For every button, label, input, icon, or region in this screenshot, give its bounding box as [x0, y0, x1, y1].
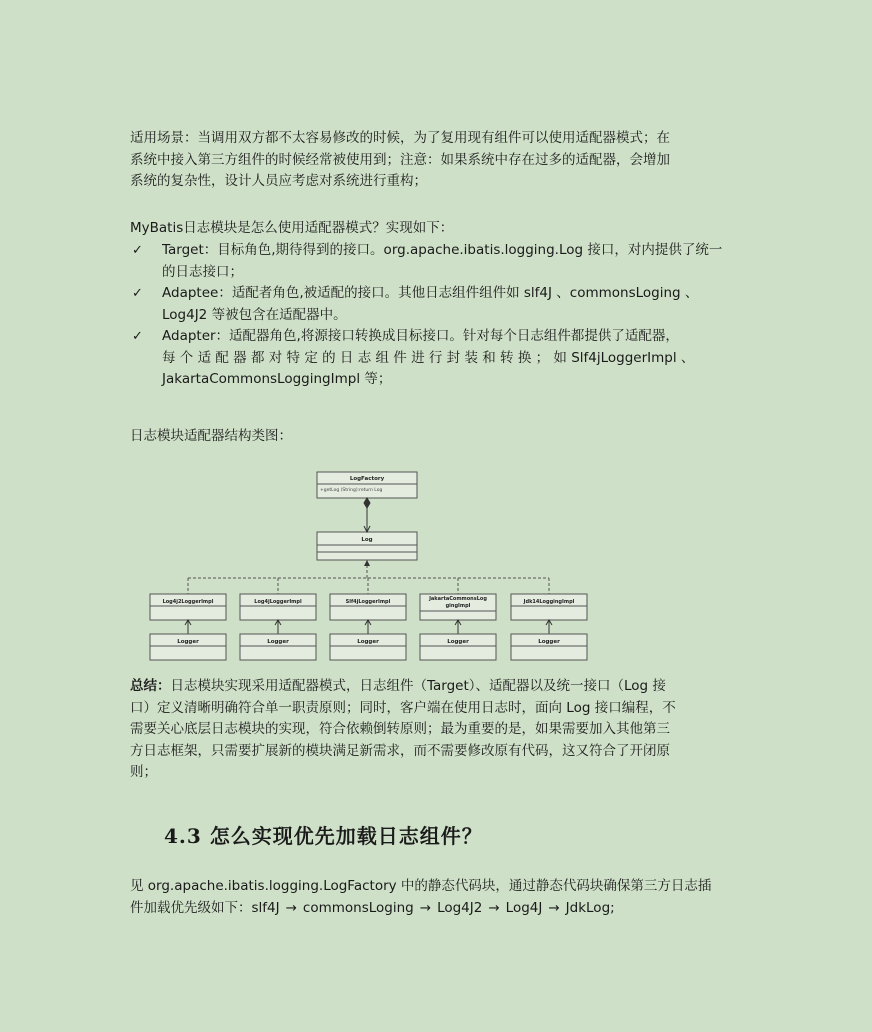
chain-item: JdkLog;: [565, 899, 615, 916]
check-icon: ✓: [132, 243, 143, 258]
logger-name: Logger: [447, 639, 469, 645]
intro-paragraph: [130, 128, 742, 193]
logger-name: Logger: [267, 639, 289, 645]
impl-name: Jdk14LoggingImpl: [523, 599, 575, 605]
logger-box: [150, 634, 226, 660]
bullet-line: Log4J2 等被包含在适配器中。: [162, 306, 347, 323]
chain-item: Log4J: [505, 899, 543, 916]
bullet-line: Adaptee：适配者角色,被适配的接口。其他日志组件组件如 slf4J 、commonsLoging 、: [162, 285, 699, 301]
priority-paragraph: [130, 876, 742, 919]
summary-line: 日志模块实现采用适配器模式，日志组件（Target）、适配器以及统一接口（Log 接: [170, 678, 666, 694]
arrow-right-icon: →: [548, 899, 560, 916]
summary-paragraph: [130, 676, 742, 784]
logfactory-method: +getLog (String):return Log: [320, 488, 383, 493]
bullet-line: JakartaCommonsLoggingImpl 等；: [162, 371, 392, 387]
chain-item: slf4J: [251, 899, 280, 916]
logger-name: Logger: [177, 639, 199, 645]
intro-line: 系统中接入第三方组件的时候经常被使用到；注意：如果系统中存在过多的适配器，会增加: [130, 151, 670, 168]
summary-line: 口）定义清晰明确符合单一职责原则；同时，客户端在使用日志时，面向 Log 接口编程，不: [130, 699, 676, 716]
diagram-caption: 日志模块适配器结构类图：: [130, 428, 292, 444]
logfactory-title: LogFactory: [349, 476, 385, 482]
section-heading: 4.3 怎么实现优先加载日志组件？: [164, 824, 483, 848]
class-diagram: [148, 468, 594, 664]
bullet-line: Adapter：适配器角色,将源接口转换成目标接口。针对每个日志组件都提供了适配器，: [162, 328, 679, 344]
intro-line: 适用场景：当调用双方都不太容易修改的时候，为了复用现有组件可以使用适配器模式；在: [130, 130, 670, 146]
logger-name: Logger: [538, 639, 560, 645]
chain-item: commonsLoging: [302, 899, 414, 916]
logger-box: [240, 634, 316, 660]
log-title: Log: [361, 537, 373, 543]
chain-item: Log4J2: [437, 899, 483, 916]
priority-line: 见 org.apache.ibatis.logging.LogFactory 中的静态代码块，通过静态代码块确保第三方日志插: [130, 878, 712, 894]
check-icon: ✓: [132, 329, 143, 344]
priority-prefix: 件加载优先级如下：: [130, 899, 252, 916]
summary-line: 则；: [130, 764, 157, 780]
impl-name: Log4j2LoggerImpl: [162, 599, 214, 605]
list-item: [130, 283, 742, 326]
bullet-line: 每 个 适 配 器 都 对 特 定 的 日 志 组 件 进 行 封 装 和 转 换 ； 如 Slf4jLoggerImpl 、: [162, 349, 695, 366]
bullet-line: Target：目标角色,期待得到的接口。org.apache.ibatis.logging.Log 接口，对内提供了统一: [162, 242, 723, 258]
impl-name: Log4jLoggerImpl: [254, 599, 302, 605]
bullet-line: 的日志接口；: [162, 263, 243, 280]
arrow-right-icon: →: [488, 899, 500, 916]
summary-line: 方日志框架，只需要扩展新的模块满足新需求，而不需要修改原有代码，这又符合了开闭原: [130, 742, 670, 759]
priority-line: [130, 898, 742, 920]
impl-box: [240, 594, 316, 620]
impl-box: [330, 594, 406, 620]
logger-box: [511, 634, 587, 660]
summary-label: 总结：: [130, 678, 171, 694]
impl-name: Slf4jLoggerImpl: [345, 599, 391, 605]
check-icon: ✓: [132, 286, 143, 301]
role-list: [130, 240, 742, 391]
list-item: [130, 326, 742, 391]
impl-name: gingImpl: [445, 603, 471, 609]
logger-box: [330, 634, 406, 660]
logger-name: Logger: [357, 639, 379, 645]
list-item: [130, 240, 742, 283]
impl-name: JakartaCommonsLog: [429, 596, 487, 602]
impl-box: [511, 594, 587, 620]
logger-box: [420, 634, 496, 660]
mybatis-heading: MyBatis日志模块是怎么使用适配器模式？实现如下：: [130, 220, 454, 236]
intro-line: 系统的复杂性，设计人员应考虑对系统进行重构；: [130, 173, 427, 189]
summary-line: 需要关心底层日志模块的实现，符合依赖倒转原则；最为重要的是，如果需要加入其他第三: [130, 721, 670, 737]
arrow-right-icon: →: [419, 899, 432, 916]
impl-box: [150, 594, 226, 620]
arrow-right-icon: →: [285, 899, 297, 916]
